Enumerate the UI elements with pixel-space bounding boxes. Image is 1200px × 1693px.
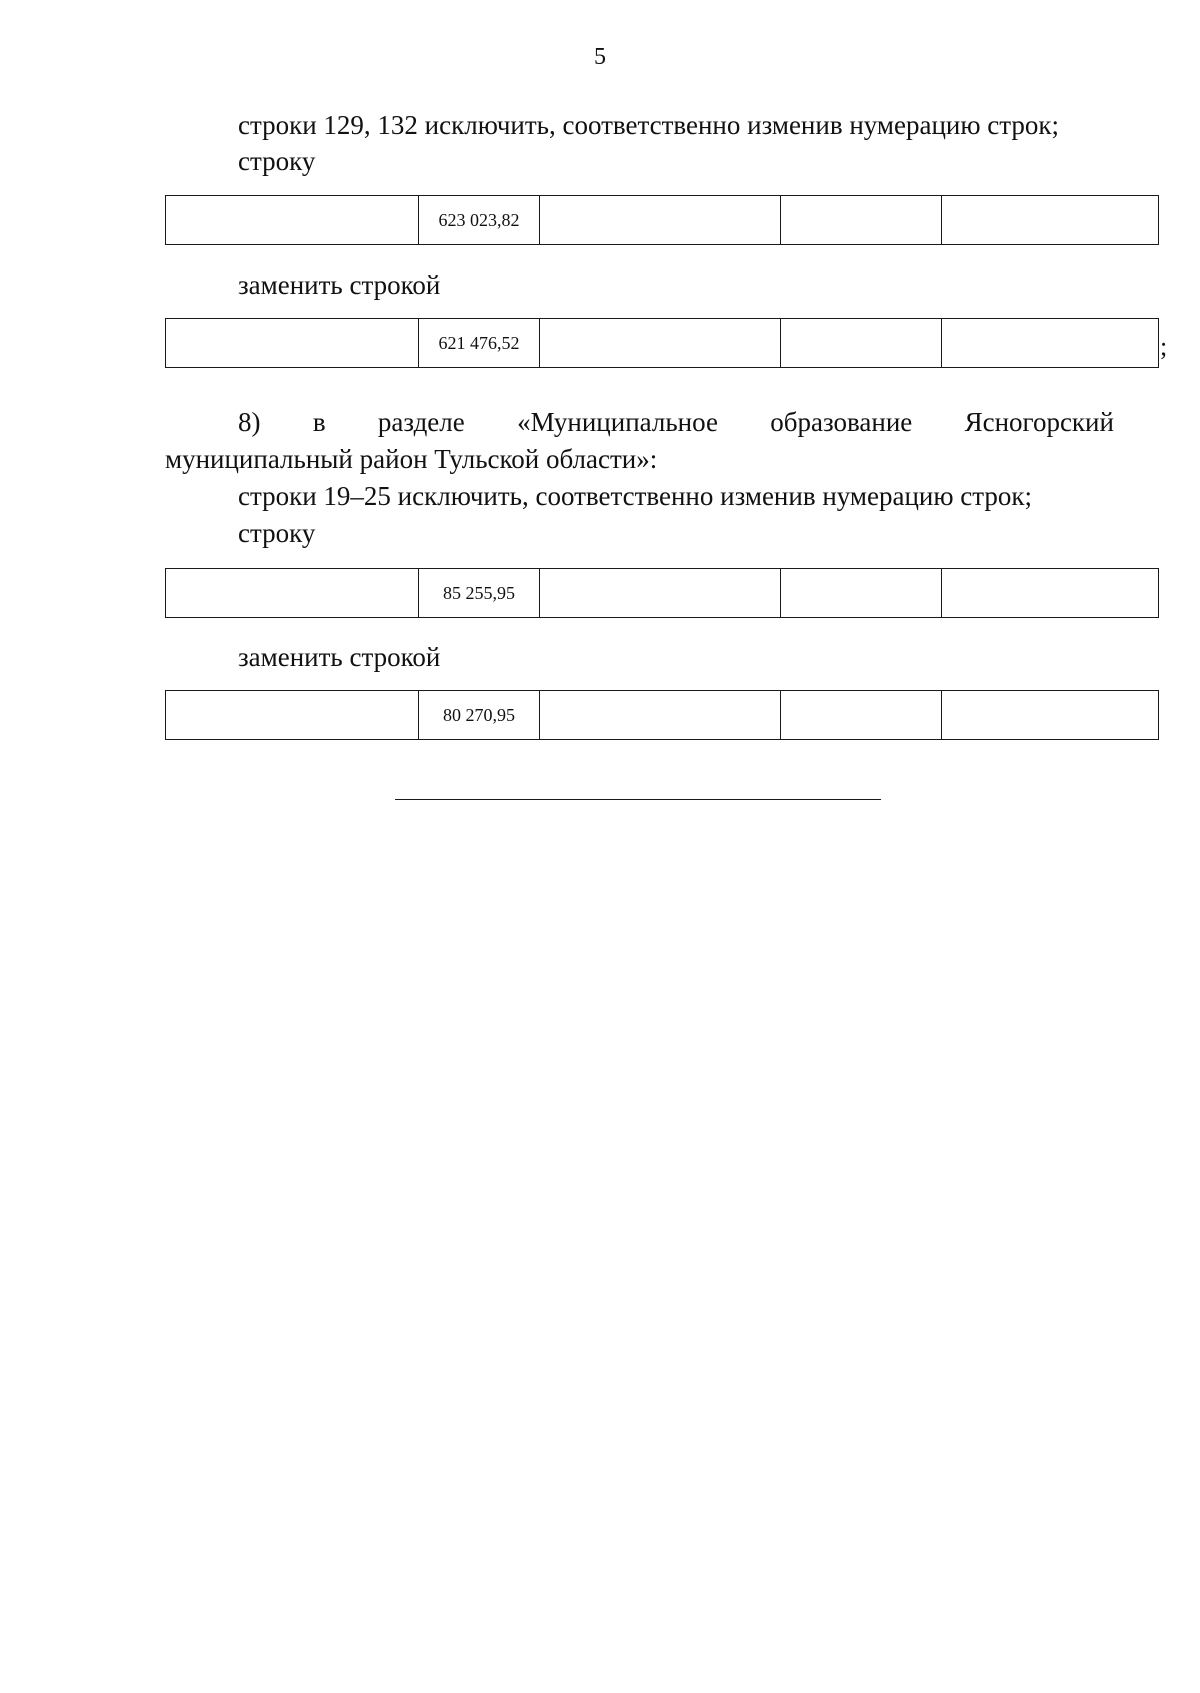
table-cell-amount: 623 023,82 (419, 196, 540, 245)
new-row-table (165, 690, 1159, 740)
heading-word: «Муниципальное (517, 407, 718, 437)
instruction-line-row: строку (238, 518, 316, 548)
table-cell-empty (942, 319, 1159, 368)
section-heading-continuation: муниципальный район Тульской области»: (165, 444, 658, 474)
table-cell-empty (942, 196, 1159, 245)
table-cell-empty (540, 196, 781, 245)
new-row-table (165, 318, 1159, 368)
table-row (166, 691, 1159, 740)
table-cell-empty (166, 691, 419, 740)
heading-word: Ясногорский (964, 407, 1114, 437)
end-divider (395, 799, 881, 800)
table-row (166, 319, 1159, 368)
instruction-line-row: строку (238, 146, 316, 176)
replace-label: заменить строкой (238, 642, 441, 672)
table-cell-empty (540, 691, 781, 740)
section-heading-line (238, 405, 1114, 439)
table-row (166, 569, 1159, 618)
old-row-table (165, 195, 1159, 245)
heading-word: 8) (238, 407, 261, 437)
table-cell-empty (540, 319, 781, 368)
old-row-table (165, 568, 1159, 618)
table-cell-empty (540, 569, 781, 618)
table-cell-empty (166, 319, 419, 368)
table-cell-empty (166, 569, 419, 618)
table-cell-empty (942, 569, 1159, 618)
table-cell-empty (781, 319, 942, 368)
table-cell-empty (781, 196, 942, 245)
table-row (166, 196, 1159, 245)
replace-label: заменить строкой (238, 270, 441, 300)
instruction-line-exclude: строки 19–25 исключить, соответственно изменив нумерацию строк; (238, 481, 1033, 511)
page-number: 5 (594, 44, 606, 70)
heading-word: разделе (377, 407, 465, 437)
table-cell-amount: 80 270,95 (419, 691, 540, 740)
heading-word: в (312, 407, 326, 437)
table-cell-empty (781, 691, 942, 740)
table-cell-empty (942, 691, 1159, 740)
instruction-line-exclude: строки 129, 132 исключить, соответственно изменив нумерацию строк; (238, 110, 1060, 140)
table-cell-amount: 621 476,52 (419, 319, 540, 368)
table-cell-empty (781, 569, 942, 618)
row-terminator: ; (1160, 332, 1168, 361)
table-cell-amount: 85 255,95 (419, 569, 540, 618)
heading-word: образование (770, 407, 913, 437)
table-cell-empty (166, 196, 419, 245)
